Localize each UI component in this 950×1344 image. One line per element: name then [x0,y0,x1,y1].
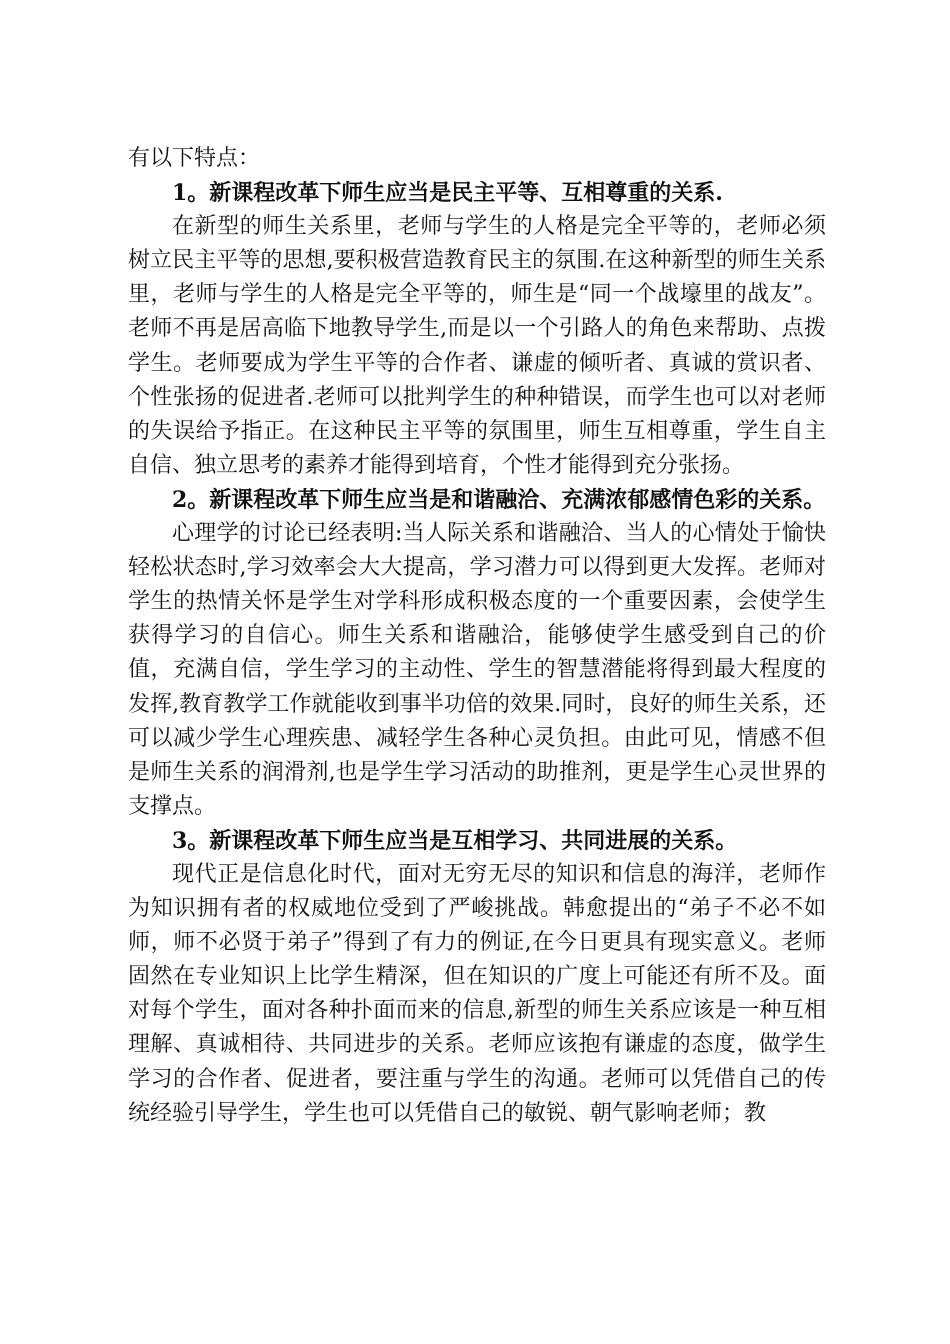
body-paragraph-2: 心理学的讨论已经表明:当人际关系和谐融洽、当人的心情处于愉快轻松状态时,学习效率会大大提高，学习潜力可以得到更大发挥。老师对学生的热情关怀是学生对学科形成积极态度的一个重要因素，会使学生获得学习的自信心。师生关系和谐融洽，能够使学生感受到自己的价值，充满自信，学生学习的主动性、学生的智慧潜能将得到最大程度的发挥,教育教学工作就能收到事半功倍的效果.同时，良好的师生关系，还可以减少学生心理疾患、减轻学生各种心灵负担。由此可见，情感不但是师生关系的润滑剂,也是学生学习活动的助推剂，更是学生心灵世界的支撑点。 [128,521,826,819]
section-heading-2: 2。新课程改革下师生应当是和谐融洽、充满浓郁感情色彩的关系。 [172,486,826,513]
document-body [128,142,826,1131]
body-paragraph-1: 在新型的师生关系里，老师与学生的人格是完全平等的，老师必须树立民主平等的思想,要积极营造教育民主的氛围.在这种新型的师生关系里，老师与学生的人格是完全平等的，师生是“同一个战壕里的战友”。老师不再是居高临下地教导学生,而是以一个引路人的角色来帮助、点拨学生。老师要成为学生平等的合作者、谦虚的倾听者、真诚的赏识者、个性张扬的促进者.老师可以批判学生的种种错误，而学生也可以对老师的失误给予指正。在这种民主平等的氛围里，师生互相尊重，学生自主自信、独立思考的素养才能得到培育，个性才能得到充分张扬。 [128,214,826,478]
section-heading-3: 3。新课程改革下师生应当是互相学习、共同进展的关系。 [172,827,738,854]
intro-line: 有以下特点： [128,146,261,171]
body-paragraph-3: 现代正是信息化时代，面对无穷无尽的知识和信息的海洋，老师作为知识拥有者的权威地位受到了严峻挑战。韩愈提出的“弟子不必不如师，师不必贤于弟子”得到了有力的例证,在今日更具有现实意义。老师固然在专业知识上比学生精深，但在知识的广度上可能还有所不及。面对每个学生，面对各种扑面而来的信息,新型的师生关系应该是一种互相理解、真诚相待、共同进步的关系。老师应该抱有谦虚的态度，做学生学习的合作者、促进者，要注重与学生的沟通。老师可以凭借自己的传统经验引导学生，学生也可以凭借自己的敏锐、朝气影响老师；教 [128,861,826,1126]
section-heading-1: 1。新课程改革下师生应当是民主平等、互相尊重的关系. [172,180,723,207]
